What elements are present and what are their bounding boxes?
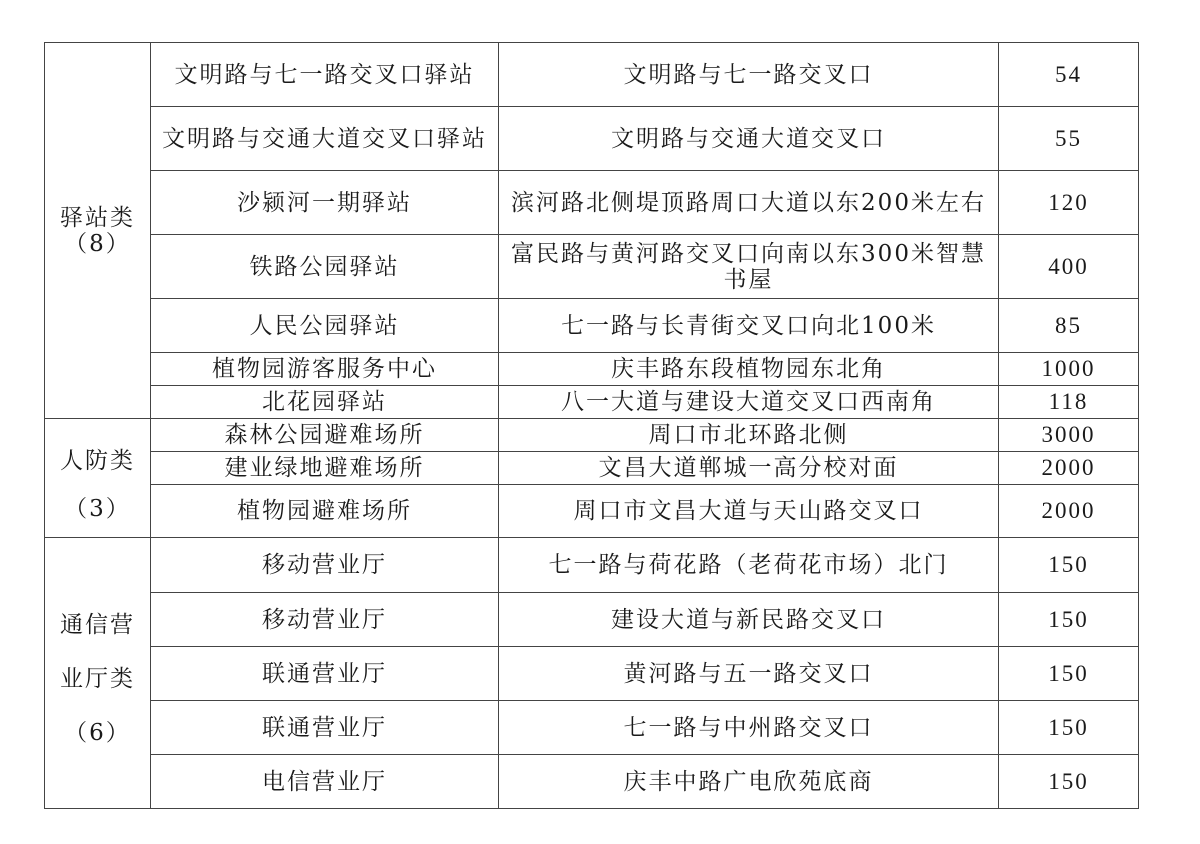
site-name-cell: 联通营业厅: [151, 701, 499, 755]
category-name: 人防类: [60, 448, 135, 474]
location-cell: 周口市文昌大道与天山路交叉口: [499, 485, 999, 538]
location-cell: 建设大道与新民路交叉口: [499, 593, 999, 647]
location-cell: 八一大道与建设大道交叉口西南角: [499, 386, 999, 419]
table-row: [45, 386, 1139, 419]
table-row: [45, 419, 1139, 452]
site-name-cell: 植物园避难场所: [151, 485, 499, 538]
location-cell: 富民路与黄河路交叉口向南以东300米智慧书屋: [499, 235, 999, 299]
shelter-table-document: [44, 42, 1139, 809]
location-cell: 庆丰中路广电欣苑底商: [499, 755, 999, 809]
location-cell: 七一路与荷花路（老荷花市场）北门: [499, 538, 999, 593]
table-row: [45, 485, 1139, 538]
table-row: [45, 538, 1139, 593]
location-cell: 周口市北环路北侧: [499, 419, 999, 452]
site-name-cell: 森林公园避难场所: [151, 419, 499, 452]
category-count: （8）: [64, 230, 131, 257]
table-row: [45, 171, 1139, 235]
table-row: [45, 107, 1139, 171]
capacity-cell: 150: [999, 647, 1139, 701]
table-row: [45, 299, 1139, 353]
location-cell: 庆丰路东段植物园东北角: [499, 353, 999, 386]
capacity-cell: 2000: [999, 452, 1139, 485]
site-name-cell: 移动营业厅: [151, 593, 499, 647]
site-name-cell: 人民公园驿站: [151, 299, 499, 353]
table-row: [45, 755, 1139, 809]
capacity-cell: 150: [999, 593, 1139, 647]
capacity-cell: 3000: [999, 419, 1139, 452]
location-cell: 滨河路北侧堤顶路周口大道以东200米左右: [499, 171, 999, 235]
location-cell: 文明路与交通大道交叉口: [499, 107, 999, 171]
category-cell: [45, 538, 151, 809]
table-row: [45, 701, 1139, 755]
capacity-cell: 54: [999, 43, 1139, 107]
location-cell: 文明路与七一路交叉口: [499, 43, 999, 107]
site-name-cell: 植物园游客服务中心: [151, 353, 499, 386]
location-cell: 七一路与中州路交叉口: [499, 701, 999, 755]
site-name-cell: 文明路与七一路交叉口驿站: [151, 43, 499, 107]
category-name-line-2: 业厅类: [60, 666, 135, 692]
table-row: [45, 235, 1139, 299]
category-cell: [45, 419, 151, 538]
capacity-cell: 150: [999, 755, 1139, 809]
shelter-table: [44, 42, 1139, 809]
site-name-cell: 铁路公园驿站: [151, 235, 499, 299]
capacity-cell: 118: [999, 386, 1139, 419]
category-cell: [45, 43, 151, 419]
site-name-cell: 沙颍河一期驿站: [151, 171, 499, 235]
table-row: [45, 43, 1139, 107]
capacity-cell: 150: [999, 538, 1139, 593]
site-name-cell: 文明路与交通大道交叉口驿站: [151, 107, 499, 171]
capacity-cell: 1000: [999, 353, 1139, 386]
capacity-cell: 2000: [999, 485, 1139, 538]
table-row: [45, 353, 1139, 386]
site-name-cell: 建业绿地避难场所: [151, 452, 499, 485]
location-cell: 黄河路与五一路交叉口: [499, 647, 999, 701]
table-row: [45, 452, 1139, 485]
category-name-line-1: 通信营: [60, 612, 135, 638]
site-name-cell: 移动营业厅: [151, 538, 499, 593]
capacity-cell: 400: [999, 235, 1139, 299]
location-cell: 文昌大道郸城一高分校对面: [499, 452, 999, 485]
category-name: 驿站类: [60, 204, 135, 231]
capacity-cell: 120: [999, 171, 1139, 235]
category-count: （3）: [64, 496, 131, 522]
capacity-cell: 55: [999, 107, 1139, 171]
capacity-cell: 150: [999, 701, 1139, 755]
site-name-cell: 电信营业厅: [151, 755, 499, 809]
table-row: [45, 593, 1139, 647]
capacity-cell: 85: [999, 299, 1139, 353]
site-name-cell: 北花园驿站: [151, 386, 499, 419]
location-cell: 七一路与长青街交叉口向北100米: [499, 299, 999, 353]
site-name-cell: 联通营业厅: [151, 647, 499, 701]
category-count: （6）: [64, 720, 131, 746]
table-row: [45, 647, 1139, 701]
